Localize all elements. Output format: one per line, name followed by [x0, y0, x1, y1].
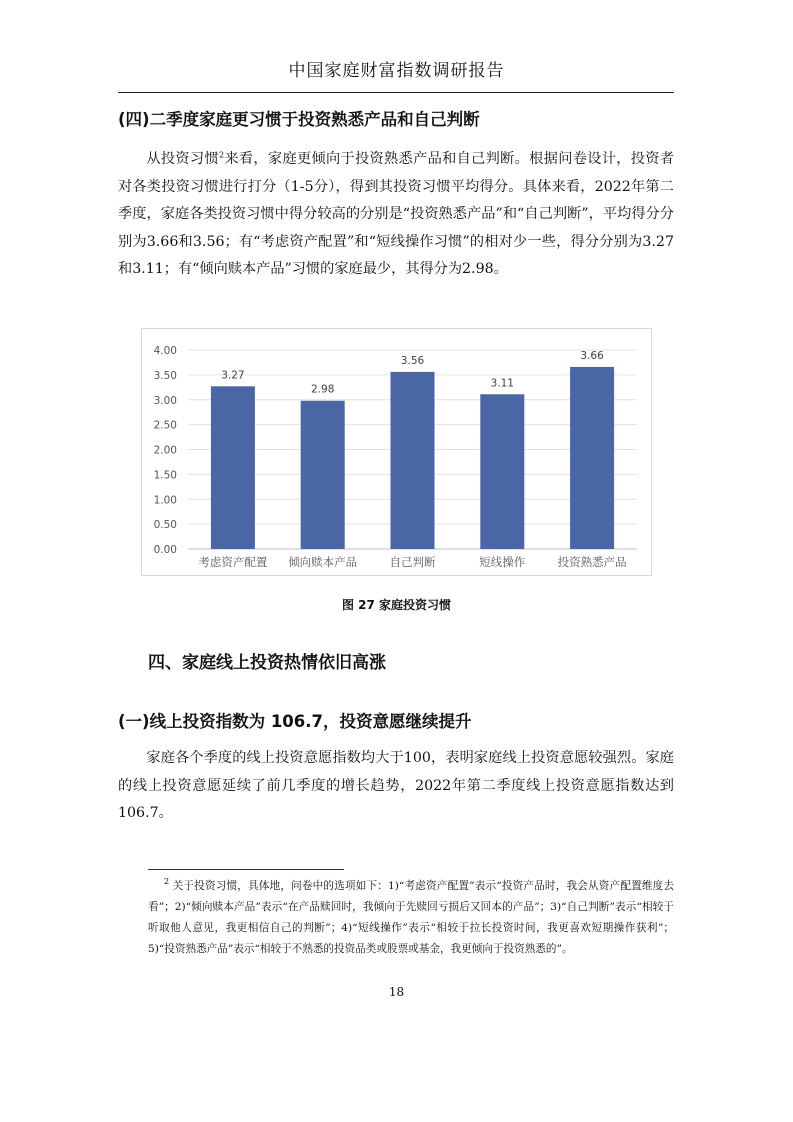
y-tick-label: 0.00: [153, 544, 177, 556]
bar: [211, 386, 255, 549]
chart-bars: [211, 367, 614, 549]
bar: [391, 372, 435, 549]
section-heading-habits: (四)二季度家庭更习惯于投资熟悉产品和自己判断: [118, 110, 480, 129]
y-tick-label: 0.50: [153, 519, 177, 532]
chart-x-axis: [198, 555, 626, 569]
running-header: 中国家庭财富指数调研报告: [288, 61, 505, 81]
bar: [301, 401, 345, 549]
header-rule: [118, 92, 674, 93]
y-tick-label: 4.00: [153, 345, 177, 357]
page-number: 18: [388, 985, 405, 999]
x-tick-label: 考虑资产配置: [198, 555, 268, 569]
section-heading-online: 四、家庭线上投资热情依旧高涨: [148, 653, 386, 673]
y-tick-label: 3.50: [153, 369, 177, 382]
data-label: 3.27: [221, 369, 245, 382]
x-tick-label: 短线操作: [479, 555, 526, 569]
data-label: 3.11: [490, 377, 514, 390]
subsection-heading-online-index: (一)线上投资指数为 106.7，投资意愿继续提升: [118, 712, 472, 731]
bar-chart: [142, 329, 651, 575]
y-tick-label: 2.00: [153, 444, 177, 457]
y-tick-label: 2.50: [153, 419, 177, 432]
footnote-mark: 2: [164, 877, 170, 887]
footnote: [148, 876, 674, 960]
chart-frame: [141, 328, 652, 576]
y-tick-label: 3.00: [153, 394, 177, 407]
x-tick-label: 倾向赎本产品: [288, 555, 358, 569]
data-label: 3.66: [580, 349, 604, 362]
paragraph-habits-part2: 来看，家庭更倾向于投资熟悉产品和自己判断。根据问卷设计，投资者对各类投资习惯进行打分（1-5分），得到其投资习惯平均得分。具体来看，2022年第二季度，家庭各类投资习惯中得分较高的分别是“投资熟悉产品”和“自己判断”，平均得分分别为3.66和3.56；有“考虑资产配置”和“短线操作习惯”的相对少一些，得分分别为3.27和3.11；有“倾向赎本产品”习惯的家庭最少，其得分为2.98。: [118, 151, 674, 277]
bar: [480, 394, 524, 549]
footnote-separator: [148, 869, 344, 870]
paragraph-habits: [118, 146, 674, 284]
y-tick-label: 1.00: [153, 494, 177, 507]
footnote-text: 关于投资习惯，具体地，问卷中的选项如下：1)“考虑资产配置”表示“投资产品时，我会从资产配置维度去看”；2)“倾向赎本产品”表示“在产品赎回时，我倾向于先赎回亏损后又回本的产品”；3)“自己判断”表示“相较于听取他人意见，我更相信自己的判断”；4)“短线操作”表示“相较于拉长投资时间，我更喜欢短期操作获利”；5)“投资熟悉产品”表示“相较于不熟悉的投资品类或股票或基金，我更倾向于投资熟悉的”。: [148, 880, 674, 955]
bar: [570, 367, 614, 549]
paragraph-habits-part1: 从投资习惯: [146, 151, 219, 167]
data-label: 3.56: [400, 354, 425, 367]
figure-caption: 图 27 家庭投资习惯: [341, 598, 452, 612]
x-tick-label: 投资熟悉产品: [557, 555, 627, 569]
footnote-reference[interactable]: 2: [218, 150, 225, 160]
chart-y-axis: [154, 345, 177, 556]
y-tick-label: 1.50: [153, 469, 177, 482]
x-tick-label: 自己判断: [389, 555, 436, 569]
paragraph-online-index: 家庭各个季度的线上投资意愿指数均大于100，表明家庭线上投资意愿较强烈。家庭的线上投资意愿延续了前几季度的增长趋势，2022年第二季度线上投资意愿指数达到106.7。: [118, 750, 674, 821]
data-label: 2.98: [311, 383, 335, 396]
